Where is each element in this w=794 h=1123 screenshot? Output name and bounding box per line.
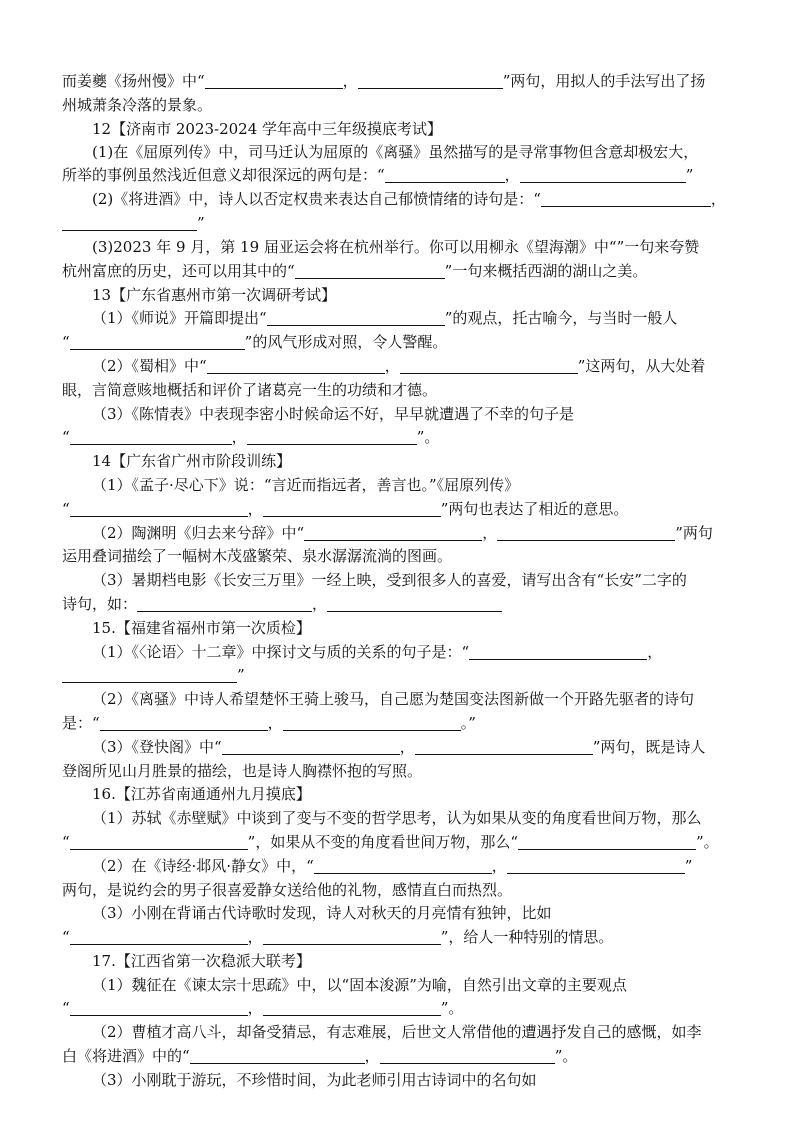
text-line bbox=[0, 119, 794, 139]
line-text: （3）小刚在背诵古代诗歌时发现，诗人对秋天的月亮情有独钟，比如 bbox=[92, 904, 552, 922]
text-line bbox=[0, 618, 794, 638]
answer-blank[interactable] bbox=[520, 166, 686, 183]
line-text: （2）在《诗经·邶风·静女》中，“ bbox=[92, 857, 314, 875]
line-text: ， bbox=[504, 166, 520, 184]
text-line bbox=[0, 975, 794, 995]
answer-blank[interactable] bbox=[222, 738, 400, 755]
text-line bbox=[0, 570, 794, 590]
line-text: ”。 bbox=[416, 428, 440, 446]
line-text: ， bbox=[342, 72, 358, 90]
line-text: ”两句也表达了相近的意思。 bbox=[440, 500, 629, 518]
line-text: 。” bbox=[460, 714, 476, 732]
text-line bbox=[0, 761, 794, 781]
line-text: 所举的事例虽然浅近但意义却很深远的两句是：“ bbox=[62, 166, 385, 184]
line-text: 17.【江西省第一次稳派大联考】 bbox=[92, 952, 311, 970]
answer-blank[interactable] bbox=[70, 333, 245, 350]
text-line bbox=[0, 642, 794, 662]
answer-blank[interactable] bbox=[247, 428, 417, 445]
line-text: 是：“ bbox=[62, 714, 100, 732]
line-text: (2)《将进酒》中，诗人以否定权贵来表达自己郁愤情绪的诗句是：“ bbox=[92, 190, 541, 208]
line-text: 而姜夔《扬州慢》中“ bbox=[62, 72, 205, 90]
answer-blank[interactable] bbox=[263, 500, 441, 517]
line-text: ”的风气形成对照，令人警醒。 bbox=[244, 333, 448, 351]
line-text: ， bbox=[231, 428, 247, 446]
answer-blank[interactable] bbox=[380, 1047, 555, 1064]
text-line bbox=[0, 927, 794, 947]
answer-blank[interactable] bbox=[304, 524, 482, 541]
text-line bbox=[0, 737, 794, 757]
text-line bbox=[0, 998, 794, 1018]
text-line bbox=[0, 237, 794, 257]
text-line bbox=[0, 71, 794, 91]
text-line bbox=[0, 95, 794, 115]
text-line bbox=[0, 380, 794, 400]
answer-blank[interactable] bbox=[497, 524, 675, 541]
text-line bbox=[0, 165, 794, 185]
line-text: “ bbox=[62, 999, 70, 1017]
line-text: ， bbox=[710, 190, 726, 208]
answer-blank[interactable] bbox=[295, 262, 445, 279]
text-line bbox=[0, 523, 794, 543]
line-text: ”两句 bbox=[675, 524, 713, 542]
line-text: ”两句，既是诗人 bbox=[592, 738, 706, 756]
line-text: ”。 bbox=[440, 999, 464, 1017]
answer-blank[interactable] bbox=[263, 999, 441, 1016]
line-text: ”这两句，从大处着 bbox=[577, 357, 706, 375]
text-line bbox=[0, 499, 794, 519]
answer-blank[interactable] bbox=[70, 428, 232, 445]
line-text: ”一句来概括西湖的湖山之美。 bbox=[444, 262, 648, 280]
line-text: ”的观点，托古喻今，与当时一般人 bbox=[444, 309, 678, 327]
line-text: ”，如果从不变的角度看世间万物，那么“ bbox=[247, 833, 519, 851]
text-line bbox=[0, 951, 794, 971]
answer-blank[interactable] bbox=[137, 595, 312, 612]
answer-blank[interactable] bbox=[62, 214, 197, 231]
line-text: （2）《蜀相》中“ bbox=[92, 357, 207, 375]
line-text: ， bbox=[267, 714, 283, 732]
text-line bbox=[0, 285, 794, 305]
line-text: ” bbox=[684, 857, 693, 875]
answer-blank[interactable] bbox=[314, 857, 492, 874]
answer-blank[interactable] bbox=[385, 166, 505, 183]
text-line bbox=[0, 404, 794, 424]
answer-blank[interactable] bbox=[469, 643, 647, 660]
answer-blank[interactable] bbox=[70, 928, 248, 945]
line-text: 登阁所见山月胜景的描绘，也是诗人胸襟怀抱的写照。 bbox=[62, 762, 423, 780]
text-line bbox=[0, 213, 794, 233]
line-text: 诗句，如： bbox=[62, 595, 138, 613]
line-text: （3）暑期档电影《长安三万里》一经上映，受到很多人的喜爱，请写出含有“长安”二字的 bbox=[92, 571, 687, 589]
text-line bbox=[0, 546, 794, 566]
answer-blank[interactable] bbox=[358, 72, 503, 89]
line-text: ”。 bbox=[554, 1047, 578, 1065]
line-text: （1）《师说》开篇即提出“ bbox=[92, 309, 267, 327]
answer-blank[interactable] bbox=[267, 309, 445, 326]
text-line bbox=[0, 1046, 794, 1066]
text-line bbox=[0, 1022, 794, 1042]
line-text: ， bbox=[247, 500, 263, 518]
line-text: （3）小刚耽于游玩，不珍惜时间，为此老师引用古诗词中的名句如 bbox=[92, 1071, 537, 1089]
line-text: ”。 bbox=[696, 833, 719, 851]
answer-blank[interactable] bbox=[70, 500, 248, 517]
line-text: 运用叠词描绘了一幅树木茂盛繁荣、泉水潺潺流淌的图画。 bbox=[62, 547, 453, 565]
line-text: “ bbox=[62, 500, 70, 518]
answer-blank[interactable] bbox=[507, 857, 685, 874]
line-text: 白《将进酒》中的“ bbox=[62, 1047, 190, 1065]
line-text: （2）《离骚》中诗人希望楚怀王骑上骏马，自己愿为楚国变法图新做一个开路先驱者的诗句 bbox=[92, 690, 695, 708]
line-text: （2）陶渊明《归去来兮辞》中“ bbox=[92, 524, 305, 542]
text-line bbox=[0, 713, 794, 733]
answer-blank[interactable] bbox=[541, 190, 711, 207]
text-line bbox=[0, 689, 794, 709]
line-text: 眼，言简意赅地概括和评价了诸葛亮一生的功绩和才德。 bbox=[62, 381, 438, 399]
answer-blank[interactable] bbox=[283, 714, 461, 731]
line-text: 13【广东省惠州市第一次调研考试】 bbox=[92, 286, 337, 304]
answer-blank[interactable] bbox=[100, 714, 268, 731]
text-line bbox=[0, 189, 794, 209]
line-text: 杭州富庶的历史，还可以用其中的“ bbox=[62, 262, 295, 280]
answer-blank[interactable] bbox=[518, 833, 696, 850]
line-text: （1）魏征在《谏太宗十思疏》中，以“固本浚源”为喻，自然引出文章的主要观点 bbox=[92, 976, 627, 994]
line-text: “ bbox=[62, 333, 70, 351]
line-text: (3)2023 年 9 月，第 19 届亚运会将在杭州举行。你可以用柳永《望海潮》中“”一句来夸赞 bbox=[92, 238, 700, 256]
line-text: （2）曹植才高八斗，却备受猜忌，有志难展，后世文人常借他的遭遇抒发自己的感慨，如李 bbox=[92, 1023, 702, 1041]
text-line bbox=[0, 142, 794, 162]
text-line bbox=[0, 1070, 794, 1090]
line-text: “ bbox=[62, 428, 70, 446]
line-text: ”，给人一种特别的情思。 bbox=[440, 928, 614, 946]
answer-blank[interactable] bbox=[70, 833, 248, 850]
line-text: ， bbox=[247, 928, 263, 946]
line-text: （1）苏轼《赤壁赋》中谈到了变与不变的哲学思考，认为如果从变的角度看世间万物，那么 bbox=[92, 809, 702, 827]
line-text: ， bbox=[647, 643, 663, 661]
line-text: “ bbox=[62, 928, 70, 946]
line-text: ， bbox=[247, 999, 263, 1017]
text-line bbox=[0, 856, 794, 876]
line-text: ” bbox=[685, 166, 694, 184]
text-line bbox=[0, 451, 794, 471]
text-line bbox=[0, 832, 794, 852]
text-line bbox=[0, 784, 794, 804]
line-text: ， bbox=[399, 738, 415, 756]
line-text: 16.【江苏省南通通州九月摸底】 bbox=[92, 785, 311, 803]
answer-blank[interactable] bbox=[70, 999, 248, 1016]
line-text: 14【广东省广州市阶段训练】 bbox=[92, 452, 292, 470]
line-text: ” bbox=[237, 666, 245, 684]
line-text: 12【济南市 2023-2024 学年高中三年级摸底考试】 bbox=[92, 120, 443, 138]
line-text: （1）《〈论语〉十二章》中探讨文与质的关系的句子是：“ bbox=[92, 643, 470, 661]
text-line bbox=[0, 475, 794, 495]
answer-blank[interactable] bbox=[62, 666, 237, 683]
line-text: ， bbox=[312, 595, 328, 613]
line-text: （1）《孟子·尽心下》说：“言近而指远者，善言也。”《屈原列传》 bbox=[92, 476, 520, 494]
line-text: ” bbox=[197, 214, 205, 232]
answer-blank[interactable] bbox=[205, 72, 343, 89]
text-line bbox=[0, 308, 794, 328]
text-line bbox=[0, 332, 794, 352]
text-line bbox=[0, 261, 794, 281]
line-text: “ bbox=[62, 833, 70, 851]
line-text: （3）《陈情表》中表现李密小时候命运不好，早早就遭遇了不幸的句子是 bbox=[92, 405, 575, 423]
answer-blank[interactable] bbox=[263, 928, 441, 945]
line-text: (1)在《屈原列传》中，司马迁认为屈原的《离骚》虽然描写的是寻常事物但含意却极宏大， bbox=[92, 143, 699, 161]
text-line bbox=[0, 665, 794, 685]
line-text: 15.【福建省福州市第一次质检】 bbox=[92, 619, 311, 637]
line-text: ”两句，用拟人的手法写出了扬 bbox=[502, 72, 706, 90]
text-line bbox=[0, 594, 794, 614]
answer-blank[interactable] bbox=[400, 357, 578, 374]
text-line bbox=[0, 356, 794, 376]
text-line bbox=[0, 903, 794, 923]
text-line bbox=[0, 808, 794, 828]
answer-blank[interactable] bbox=[327, 595, 502, 612]
line-text: ， bbox=[482, 524, 498, 542]
line-text: ， bbox=[384, 357, 400, 375]
line-text: ， bbox=[364, 1047, 380, 1065]
line-text: 两句，是说约会的男子很喜爱静女送给他的礼物，感情直白而热烈。 bbox=[62, 881, 513, 899]
line-text: ， bbox=[491, 857, 507, 875]
text-line bbox=[0, 427, 794, 447]
text-line bbox=[0, 880, 794, 900]
line-text: 州城萧条冷落的景象。 bbox=[62, 96, 213, 114]
answer-blank[interactable] bbox=[415, 738, 593, 755]
answer-blank[interactable] bbox=[207, 357, 385, 374]
line-text: （3）《登快阁》中“ bbox=[92, 738, 222, 756]
answer-blank[interactable] bbox=[190, 1047, 365, 1064]
